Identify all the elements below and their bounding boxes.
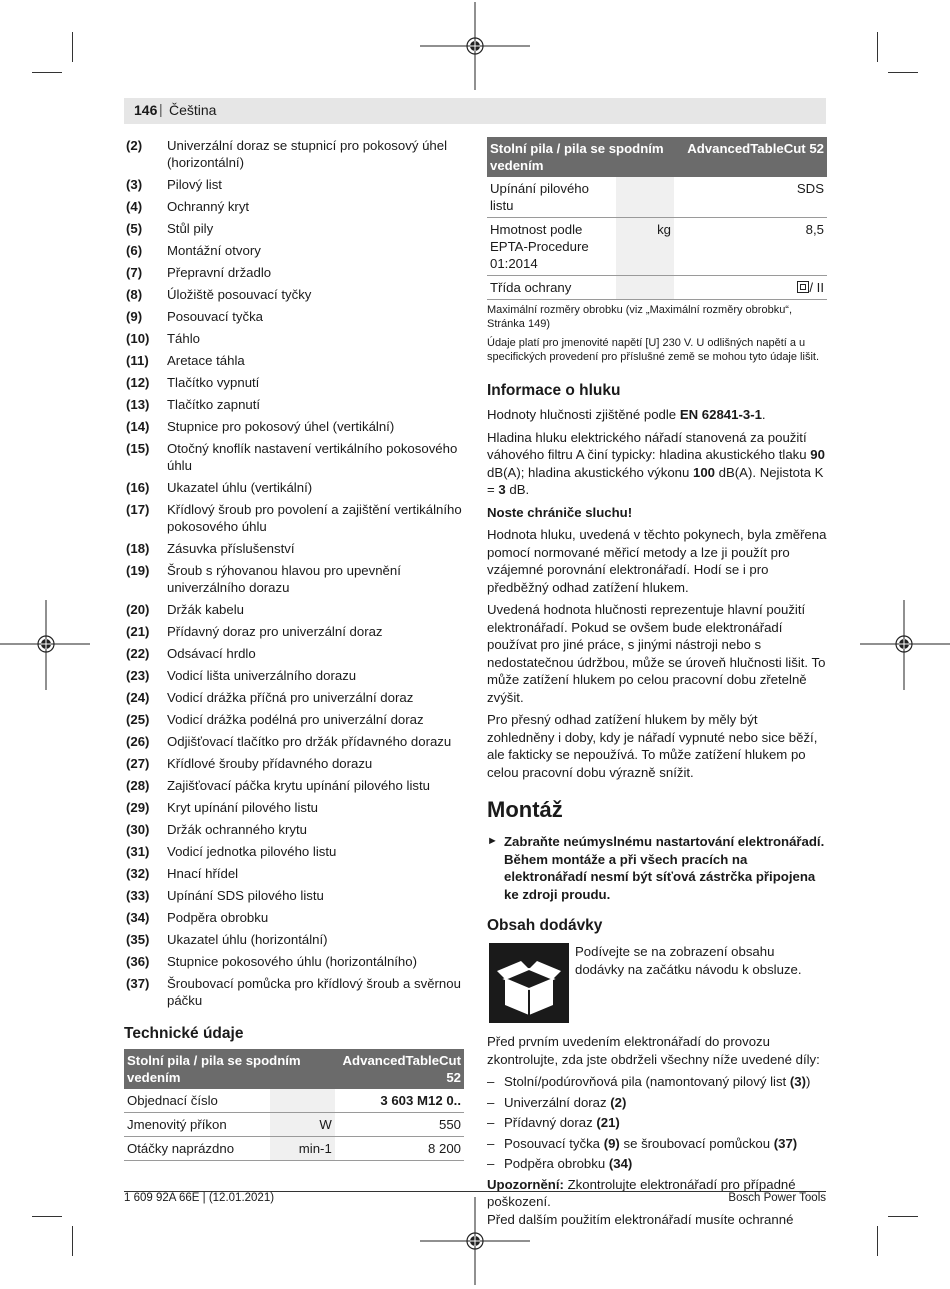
crop-mark	[877, 32, 878, 62]
table-row	[124, 1089, 464, 1113]
item-number: (24)	[126, 690, 150, 705]
table-cell-value	[674, 276, 827, 300]
item-number: (17)	[126, 502, 150, 517]
right-column	[487, 137, 827, 1233]
table-cell-label: Hmotnost podle EPTA-Procedure 01:2014	[487, 218, 616, 276]
noise-standard: EN 62841-3-1	[679, 407, 762, 422]
item-number: (35)	[126, 932, 150, 947]
item-number: (5)	[126, 221, 143, 236]
list-item	[124, 198, 464, 215]
list-item	[124, 623, 464, 640]
header-language: Čeština	[169, 102, 217, 118]
item-label: Posouvací tyčka	[167, 309, 264, 324]
item-number: (37)	[126, 976, 150, 991]
tech-col-header-product: Stolní pila / pila se spodním vedením	[124, 1049, 335, 1089]
list-item	[124, 755, 464, 772]
list-item	[124, 821, 464, 838]
list-item	[124, 689, 464, 706]
list-item-text: Stolní/podúrovňová pila (namontovaný pilový list	[504, 1074, 790, 1089]
item-number: (23)	[126, 668, 150, 683]
noise-value: 90	[810, 447, 825, 462]
table-row	[124, 1113, 464, 1137]
header-separator: |	[159, 101, 163, 117]
noise-standard-text	[487, 406, 827, 424]
list-item-text: Posouvací tyčka	[504, 1135, 604, 1151]
list-item	[124, 308, 464, 325]
table-row	[124, 1137, 464, 1161]
item-label: Křídlové šrouby přídavného dorazu	[167, 756, 373, 771]
list-item	[124, 479, 464, 496]
table-cell-label: Upínání pilového listu	[487, 177, 616, 218]
list-item	[124, 418, 464, 435]
delivery-list	[487, 1073, 827, 1173]
list-item-ref: (21)	[596, 1115, 620, 1130]
list-item-ref: (2)	[610, 1094, 627, 1110]
protection-class-value: / II	[809, 280, 824, 295]
tech-col-header-model: AdvancedTableCut 52	[674, 137, 827, 177]
item-label: Šroub s rýhovanou hlavou pro upevnění univerzálního dorazu	[167, 563, 401, 595]
list-item	[124, 330, 464, 347]
page-number: 146	[134, 102, 158, 118]
tech-note-voltage: Údaje platí pro jmenovité napětí [U] 230 V. U odlišných napětí a u specifických provedení pro příslušné země se mohou tyto údaje lišit.	[487, 337, 819, 363]
item-number: (4)	[126, 199, 143, 214]
notice-label: Upozornění:	[487, 1176, 564, 1192]
item-label: Vodicí jednotka pilového listu	[167, 844, 337, 859]
footer-brand: Bosch Power Tools	[728, 1192, 826, 1204]
list-item-text: Podpěra obrobku	[504, 1156, 609, 1171]
item-number: (33)	[126, 888, 150, 903]
item-label: Přepravní držadlo	[167, 265, 272, 280]
item-label: Montážní otvory	[167, 243, 261, 258]
item-number: (27)	[126, 756, 150, 771]
assembly-warning	[487, 833, 827, 903]
list-item	[124, 374, 464, 391]
list-item: – Stolní/podúrovňová pila (namontovaný pilový list (3))	[487, 1074, 811, 1089]
list-item	[124, 909, 464, 926]
noise-value: 100	[692, 464, 715, 480]
item-number: (34)	[126, 910, 150, 925]
tech-table-left	[124, 1049, 464, 1161]
footer-doc-id: 1 609 92A 66E | (12.01.2021)	[124, 1192, 275, 1204]
noise-value: 3	[498, 482, 506, 497]
registration-mark-left	[0, 600, 90, 690]
table-cell-value: 550	[335, 1113, 464, 1137]
item-number: (9)	[126, 309, 143, 324]
noise-text: Hodnoty hlučnosti zjištěné podle	[487, 407, 680, 422]
parts-list	[124, 137, 464, 1009]
crop-mark	[72, 32, 73, 62]
item-label: Ukazatel úhlu (horizontální)	[167, 932, 328, 947]
item-label: Vodicí lišta univerzálního dorazu	[167, 668, 357, 683]
item-label: Kryt upínání pilového listu	[167, 800, 319, 815]
item-number: (26)	[126, 734, 150, 749]
item-number: (36)	[126, 954, 150, 969]
tech-note-dimensions: Maximální rozměry obrobku (viz „Maximální rozměry obrobku“, Stránka 149)	[487, 304, 793, 330]
delivery-heading: Obsah dodávky	[487, 917, 603, 934]
list-item	[124, 667, 464, 684]
item-label: Podpěra obrobku	[167, 910, 269, 925]
list-item-text: Přídavný doraz	[504, 1115, 597, 1130]
item-label: Ochranný kryt	[167, 199, 250, 214]
table-cell-unit: min-1	[270, 1137, 335, 1161]
item-number: (25)	[126, 712, 150, 727]
noise-heading: Informace o hluku	[487, 382, 621, 399]
list-item	[124, 953, 464, 970]
tech-table-right	[487, 137, 827, 300]
list-item	[124, 540, 464, 557]
item-label: Křídlový šroub pro povolení a zajištění vertikálního pokosového úhlu	[167, 502, 462, 534]
table-cell-label: Otáčky naprázdno	[124, 1137, 270, 1161]
noise-paragraph: Hodnota hluku, uvedená v těchto pokynech, byla změřena pomocí normované měřicí metody a lze ji použít pro vzájemné porovnání elektronářadí. Hodí se i pro předběžný odhad zatížení hlukem.	[487, 527, 827, 595]
item-number: (14)	[126, 419, 150, 434]
list-item: – Podpěra obrobku (34)	[487, 1156, 633, 1171]
item-label: Upínání SDS pilového listu	[167, 888, 324, 903]
item-label: Ukazatel úhlu (vertikální)	[167, 480, 313, 495]
table-cell-label: Jmenovitý příkon	[124, 1113, 270, 1137]
protection-class-icon	[797, 281, 809, 293]
list-item-ref: (34)	[608, 1156, 633, 1171]
assembly-heading: Montáž	[487, 797, 563, 822]
item-number: (3)	[126, 177, 143, 192]
list-item	[124, 711, 464, 728]
crop-mark	[888, 1216, 918, 1217]
item-number: (16)	[126, 480, 150, 495]
registration-mark-top	[420, 2, 530, 92]
item-number: (15)	[126, 441, 150, 456]
list-item	[124, 501, 464, 535]
list-item	[124, 777, 464, 794]
list-item: – Posouvací tyčka (9) se šroubovací pomůckou (37)	[487, 1135, 798, 1151]
table-cell-unit	[616, 276, 674, 300]
delivery-box-row	[487, 943, 827, 1025]
list-item	[124, 733, 464, 750]
list-item	[124, 264, 464, 281]
noise-text: Hladina hluku elektrického nářadí stanovená za použití váhového filtru A činí typicky: hladina akustického tlaku	[487, 429, 811, 462]
item-label: Aretace táhla	[167, 353, 245, 368]
noise-paragraph: Uvedená hodnota hlučnosti reprezentuje hlavní použití elektronářadí. Pokud se ovšem bude elektronářadí používat pro jiné práce, s jinými nástroji nebo s nedostatečnou údržbou, může se úroveň hlučnosti lišit. To může zatížení hlukem po celou pracovní dobu zřetelně zvýšit.	[487, 602, 826, 705]
list-item: – Přídavný doraz (21)	[487, 1115, 620, 1130]
list-item	[124, 799, 464, 816]
item-number: (10)	[126, 331, 150, 346]
table-cell-value: 3 603 M12 0..	[335, 1089, 464, 1113]
crop-mark	[32, 72, 62, 73]
item-number: (29)	[126, 800, 150, 815]
package-icon	[489, 943, 569, 1023]
noise-paragraph: Pro přesný odhad zatížení hlukem by měly být zohledněny i doby, kdy je nářadí vypnuté nebo sice běží, ale fakticky se nepoužívá. To může zatížení hlukem po celou pracovní dobu výrazně snížit.	[487, 712, 818, 780]
list-item	[124, 562, 464, 596]
item-label: Zajišťovací páčka krytu upínání pilového listu	[167, 778, 430, 793]
delivery-last-line: Před dalším použitím elektronářadí musíte ochranné	[487, 1211, 794, 1227]
list-item-text: se šroubovací pomůckou	[619, 1135, 774, 1151]
item-label: Táhlo	[167, 331, 200, 346]
arrow-icon: ►	[487, 835, 498, 847]
delivery-intro: Před prvním uvedením elektronářadí do provozu zkontrolujte, zda jste obdrželi všechny níže uvedené díly:	[487, 1034, 820, 1067]
table-row	[487, 218, 827, 276]
page-header	[124, 98, 826, 124]
item-number: (6)	[126, 243, 143, 258]
list-item-ref: (37)	[773, 1135, 798, 1151]
item-number: (28)	[126, 778, 150, 793]
item-label: Odjišťovací tlačítko pro držák přídavného dorazu	[167, 734, 452, 749]
item-number: (2)	[126, 138, 143, 153]
crop-mark	[72, 1226, 73, 1256]
assembly-warning-text: Zabraňte neúmyslnému nastartování elektronářadí. Během montáže a při všech pracích na elektronářadí nesmí být síťová zástrčka připojena ke zdroji proudu.	[504, 834, 825, 902]
item-label: Šroubovací pomůcka pro křídlový šroub a svěrnou páčku	[167, 976, 461, 1008]
table-cell-value: 8,5	[674, 218, 827, 276]
list-item	[124, 843, 464, 860]
list-item	[124, 242, 464, 259]
list-item	[124, 137, 464, 171]
tech-col-header-model: AdvancedTableCut 52	[335, 1049, 464, 1089]
list-item-ref: (3)	[789, 1074, 807, 1089]
list-item	[124, 975, 464, 1009]
item-label: Hnací hřídel	[167, 866, 239, 881]
list-item-ref: (9)	[603, 1135, 620, 1151]
noise-text: dB(A). Nejistota K =	[487, 464, 824, 497]
item-number: (7)	[126, 265, 143, 280]
table-row	[487, 276, 827, 300]
list-item	[124, 440, 464, 474]
list-item-text: )	[806, 1074, 811, 1089]
page-footer	[124, 1191, 826, 1204]
crop-mark	[888, 72, 918, 73]
item-label: Stůl pily	[167, 221, 214, 236]
list-item: – Univerzální doraz (2)	[487, 1094, 627, 1110]
item-label: Zásuvka příslušenství	[167, 541, 295, 556]
item-number: (32)	[126, 866, 150, 881]
item-number: (21)	[126, 624, 150, 639]
hearing-warning: Noste chrániče sluchu!	[487, 504, 633, 520]
crop-mark	[32, 1216, 62, 1217]
item-number: (13)	[126, 397, 150, 412]
item-label: Držák ochranného krytu	[167, 822, 308, 837]
delivery-box-text: Podívejte se na zobrazení obsahu dodávky na začátku návodu k obsluze.	[575, 944, 802, 977]
item-number: (19)	[126, 563, 150, 578]
table-cell-unit	[616, 177, 674, 218]
list-item	[124, 865, 464, 882]
registration-mark-right	[860, 600, 950, 690]
item-number: (30)	[126, 822, 150, 837]
item-number: (8)	[126, 287, 143, 302]
item-label: Vodicí drážka podélná pro univerzální doraz	[167, 712, 424, 727]
item-number: (20)	[126, 602, 150, 617]
item-label: Pilový list	[167, 177, 222, 192]
item-label: Tlačítko vypnutí	[167, 375, 260, 390]
list-item-text: Univerzální doraz	[504, 1094, 611, 1110]
list-item	[124, 645, 464, 662]
list-item	[124, 931, 464, 948]
table-cell-unit: kg	[616, 218, 674, 276]
item-label: Stupnice pokosového úhlu (horizontálního)	[167, 954, 417, 969]
item-label: Přídavný doraz pro univerzální doraz	[167, 624, 383, 639]
table-cell-value: 8 200	[335, 1137, 464, 1161]
list-item	[124, 601, 464, 618]
table-cell-label: Objednací číslo	[124, 1089, 270, 1113]
list-item	[124, 887, 464, 904]
list-item	[124, 352, 464, 369]
table-cell-label: Třída ochrany	[487, 276, 616, 300]
table-row	[487, 177, 827, 218]
noise-levels-text	[487, 429, 827, 499]
table-cell-unit	[270, 1089, 335, 1113]
table-cell-value: SDS	[674, 177, 827, 218]
noise-text: dB.	[505, 482, 530, 497]
item-number: (22)	[126, 646, 150, 661]
list-item	[124, 286, 464, 303]
notice-text: Zkontrolujte elektronářadí pro případné poškození.	[487, 1176, 796, 1209]
item-label: Univerzální doraz se stupnicí pro pokosový úhel (horizontální)	[167, 138, 448, 170]
item-number: (12)	[126, 375, 150, 390]
item-label: Vodicí drážka příčná pro univerzální doraz	[167, 690, 414, 705]
item-label: Tlačítko zapnutí	[167, 397, 261, 412]
crop-mark	[877, 1226, 878, 1256]
item-label: Úložiště posouvací tyčky	[167, 287, 312, 302]
list-item	[124, 396, 464, 413]
item-number: (31)	[126, 844, 150, 859]
item-label: Stupnice pro pokosový úhel (vertikální)	[167, 419, 395, 434]
table-cell-unit: W	[270, 1113, 335, 1137]
tech-heading: Technické údaje	[124, 1025, 244, 1042]
item-label: Odsávací hrdlo	[167, 646, 256, 661]
noise-text: dB(A); hladina akustického výkonu	[487, 464, 693, 480]
list-item	[124, 220, 464, 237]
list-item	[124, 176, 464, 193]
tech-col-header-product: Stolní pila / pila se spodním vedením	[487, 137, 674, 177]
item-label: Držák kabelu	[167, 602, 244, 617]
noise-text: .	[761, 407, 766, 422]
left-column	[124, 137, 464, 1161]
item-number: (11)	[126, 353, 149, 368]
item-number: (18)	[126, 541, 150, 556]
item-label: Otočný knoflík nastavení vertikálního pokosového úhlu	[167, 441, 458, 473]
